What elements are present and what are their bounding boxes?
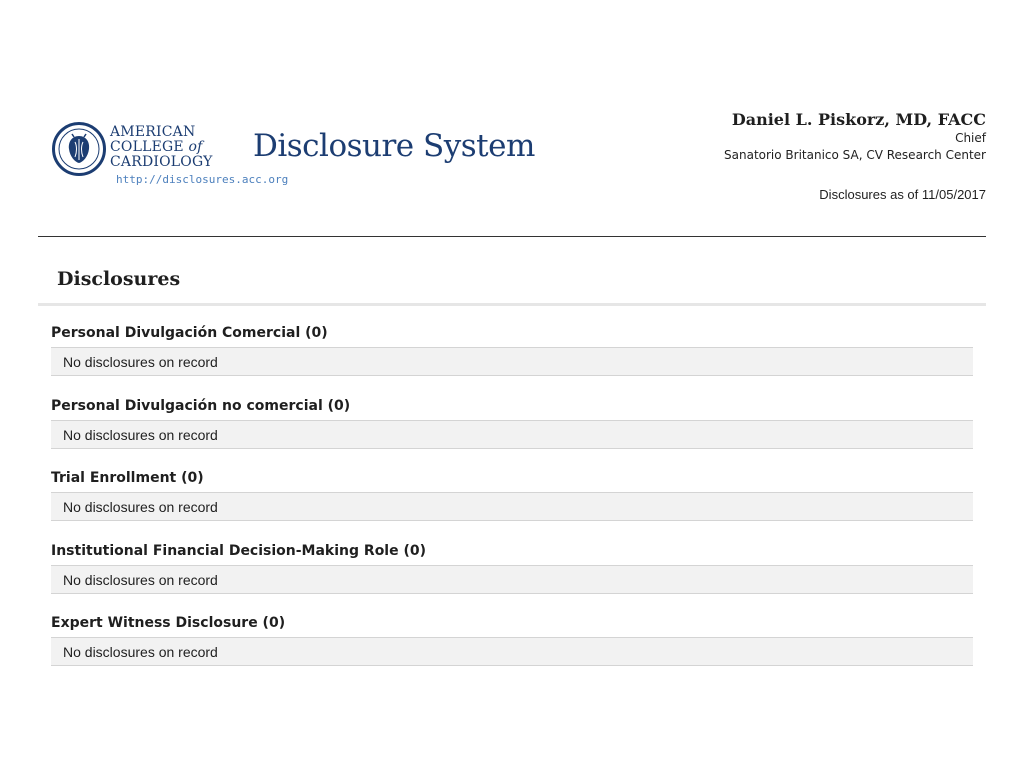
- organization-wordmark: [110, 125, 213, 170]
- disclosure-groups: [51, 324, 973, 687]
- group-heading: Trial Enrollment (0): [51, 470, 204, 487]
- group-heading: Personal Divulgación Comercial (0): [51, 325, 328, 341]
- header-divider: [38, 236, 986, 237]
- org-line-3: CARDIOLOGY: [110, 154, 213, 170]
- section-divider: [38, 303, 986, 306]
- disclosure-group-personal-commercial: [51, 324, 973, 397]
- site-title: Disclosure System: [253, 128, 535, 164]
- person-name: Daniel L. Piskorz, MD, FACC: [731, 110, 986, 129]
- group-heading: Expert Witness Disclosure (0): [51, 615, 286, 632]
- disclosure-group-expert-witness: [51, 614, 973, 687]
- disclosures-date: Disclosures as of 11/05/2017: [819, 187, 986, 202]
- section-title: Disclosures: [57, 268, 181, 290]
- person-organization: Sanatorio Britanico SA, CV Research Center: [724, 148, 986, 162]
- org-line-1: AMERICAN: [110, 124, 196, 140]
- disclosure-group-trial-enrollment: [51, 469, 973, 542]
- org-line-2-word: COLLEGE: [110, 139, 184, 155]
- group-body: No disclosures on record: [51, 565, 973, 594]
- group-heading: Personal Divulgación no comercial (0): [51, 397, 351, 414]
- person-title: Chief: [955, 131, 986, 145]
- site-url-link[interactable]: http://disclosures.acc.org: [116, 173, 289, 186]
- disclosure-group-institutional-role: [51, 542, 973, 615]
- group-heading: Institutional Financial Decision-Making Role (0): [51, 542, 427, 559]
- group-body: No disclosures on record: [51, 420, 973, 449]
- disclosure-group-personal-noncommercial: [51, 397, 973, 470]
- org-line-2: [110, 140, 213, 155]
- acc-seal-icon: [52, 122, 106, 176]
- group-body: No disclosures on record: [51, 347, 973, 376]
- group-body: No disclosures on record: [51, 637, 973, 666]
- group-body: No disclosures on record: [51, 492, 973, 521]
- org-line-2-of: of: [188, 139, 203, 155]
